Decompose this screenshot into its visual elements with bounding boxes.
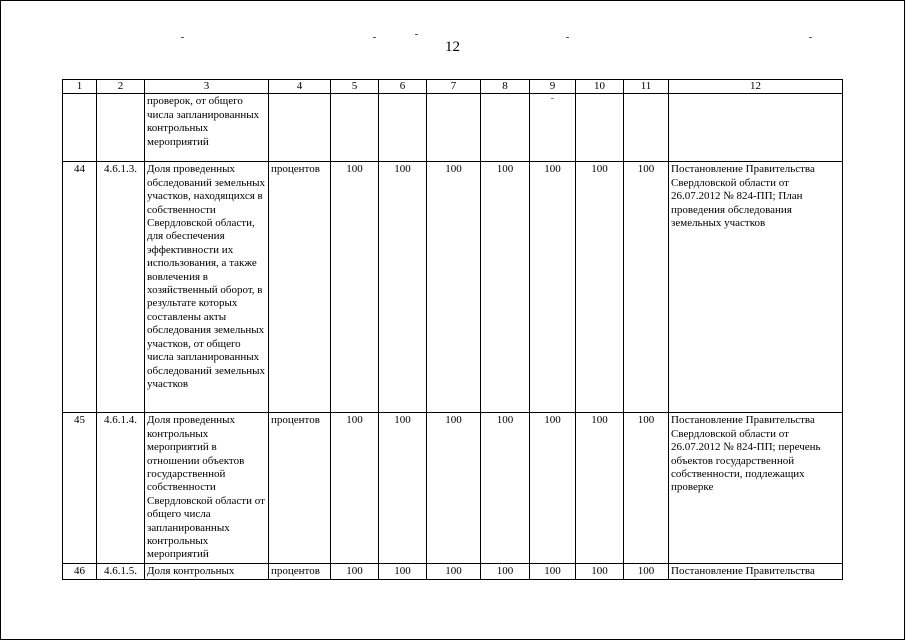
value-cell: 100: [427, 413, 481, 563]
value-cell: 100: [481, 162, 530, 413]
row-number: 46: [63, 563, 97, 579]
indicator-code: 4.6.1.5.: [97, 563, 145, 579]
source-document: Постановление Правительства Свердловской области от 26.07.2012 № 824-ПП; План проведения обследования земельных участков: [669, 162, 843, 413]
table-row: [63, 94, 843, 162]
indicator-code: 4.6.1.4.: [97, 413, 145, 563]
column-header: 2: [97, 80, 145, 94]
source-document: Постановление Правительства: [669, 563, 843, 579]
value-cell: 100: [576, 162, 624, 413]
column-header: 3: [145, 80, 269, 94]
scan-speck: [566, 37, 569, 38]
scan-speck: [415, 34, 418, 35]
value-cell: 100: [379, 413, 427, 563]
value-cell: 100: [379, 162, 427, 413]
unit-cell: процентов: [269, 413, 331, 563]
column-header: 8: [481, 80, 530, 94]
scan-mark: -: [550, 93, 555, 105]
value-cell: 100: [481, 413, 530, 563]
unit-cell: процентов: [269, 162, 331, 413]
column-header: 10: [576, 80, 624, 94]
indicators-table: [62, 79, 843, 580]
value-cell: 100: [530, 413, 576, 563]
value-cell: 100: [379, 563, 427, 579]
value-cell: [530, 94, 576, 162]
value-cell: 100: [331, 162, 379, 413]
table-row: [63, 162, 843, 413]
row-number: [63, 94, 97, 162]
value-cell: 100: [576, 563, 624, 579]
row-number: 45: [63, 413, 97, 563]
value-cell: 100: [530, 162, 576, 413]
column-header: 7: [427, 80, 481, 94]
value-cell: 100: [530, 563, 576, 579]
indicator-code: 4.6.1.3.: [97, 162, 145, 413]
column-header: 9: [530, 80, 576, 94]
indicator-description: проверок, от общего числа запланированных контрольных мероприятий: [145, 94, 269, 162]
column-header: 11: [624, 80, 669, 94]
value-cell: [379, 94, 427, 162]
indicator-description: Доля проведенных обследований земельных участков, находящихся в собственности Свердловской области, для обеспечения эффективности их использования, а также вовлечения в хозяйственный оборот, в результате которых составлены акты обследования земельных участков, от общего числа запланированных обследований земельных участков: [145, 162, 269, 413]
value-cell: 100: [427, 563, 481, 579]
value-cell: 100: [624, 563, 669, 579]
value-cell: 100: [331, 413, 379, 563]
indicator-description: Доля проведенных контрольных мероприятий в отношении объектов государственной собственности Свердловской области от общего числа запланированных контрольных мероприятий: [145, 413, 269, 563]
value-cell: 100: [427, 162, 481, 413]
value-cell: 100: [576, 413, 624, 563]
value-cell: 100: [331, 563, 379, 579]
scan-speck: [181, 37, 184, 38]
value-cell: [624, 94, 669, 162]
header-row: [63, 80, 843, 94]
source-document: [669, 94, 843, 162]
value-cell: [576, 94, 624, 162]
value-cell: [481, 94, 530, 162]
source-document: Постановление Правительства Свердловской области от 26.07.2012 № 824-ПП; перечень объектов государственной собственности, подлежащих проверке: [669, 413, 843, 563]
indicator-description: Доля контрольных: [145, 563, 269, 579]
column-header: 5: [331, 80, 379, 94]
page-number: 12: [445, 39, 460, 55]
value-cell: 100: [624, 162, 669, 413]
unit-cell: процентов: [269, 563, 331, 579]
value-cell: [331, 94, 379, 162]
table-row: [63, 563, 843, 579]
scan-speck: [809, 37, 812, 38]
scan-speck: [373, 37, 376, 38]
value-cell: 100: [624, 413, 669, 563]
column-header: 4: [269, 80, 331, 94]
value-cell: [427, 94, 481, 162]
column-header: 12: [669, 80, 843, 94]
column-header: 6: [379, 80, 427, 94]
indicator-code: [97, 94, 145, 162]
value-cell: 100: [481, 563, 530, 579]
column-header: 1: [63, 80, 97, 94]
table-row: [63, 413, 843, 563]
unit-cell: [269, 94, 331, 162]
row-number: 44: [63, 162, 97, 413]
